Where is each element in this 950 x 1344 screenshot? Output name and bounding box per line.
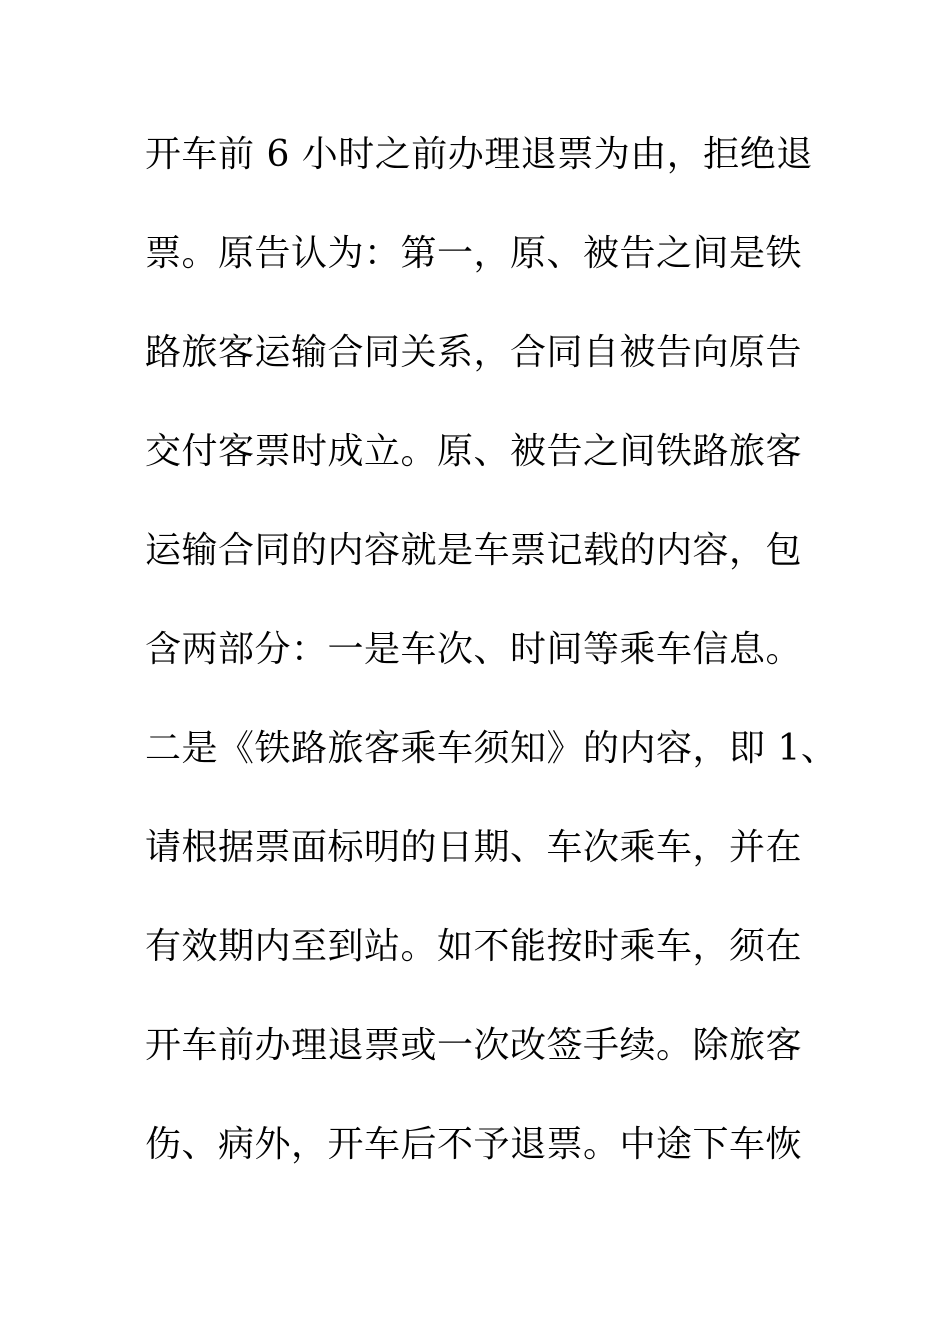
text-line-9: 有效期内至到站。如不能按时乘车，须在 [145, 926, 803, 967]
text-line-3: 路旅客运输合同关系，合同自被告向原告 [145, 332, 803, 373]
text-line-6: 含两部分：一是车次、时间等乘车信息。 [145, 629, 803, 670]
text-line-11: 伤、病外，开车后不予退票。中途下车恢 [145, 1124, 803, 1165]
text-line-4: 交付客票时成立。原、被告之间铁路旅客 [145, 431, 803, 472]
text-line-7: 二是《铁路旅客乘车须知》的内容，即 1、 [145, 728, 838, 769]
text-line-10: 开车前办理退票或一次改签手续。除旅客 [145, 1025, 803, 1066]
body-text [145, 128, 838, 1217]
text-line-8: 请根据票面标明的日期、车次乘车，并在 [145, 827, 803, 868]
text-line-1: 开车前 6 小时之前办理退票为由，拒绝退 [145, 134, 813, 175]
text-line-2: 票。原告认为：第一，原、被告之间是铁 [145, 233, 803, 274]
text-line-5: 运输合同的内容就是车票记载的内容，包 [145, 530, 803, 571]
